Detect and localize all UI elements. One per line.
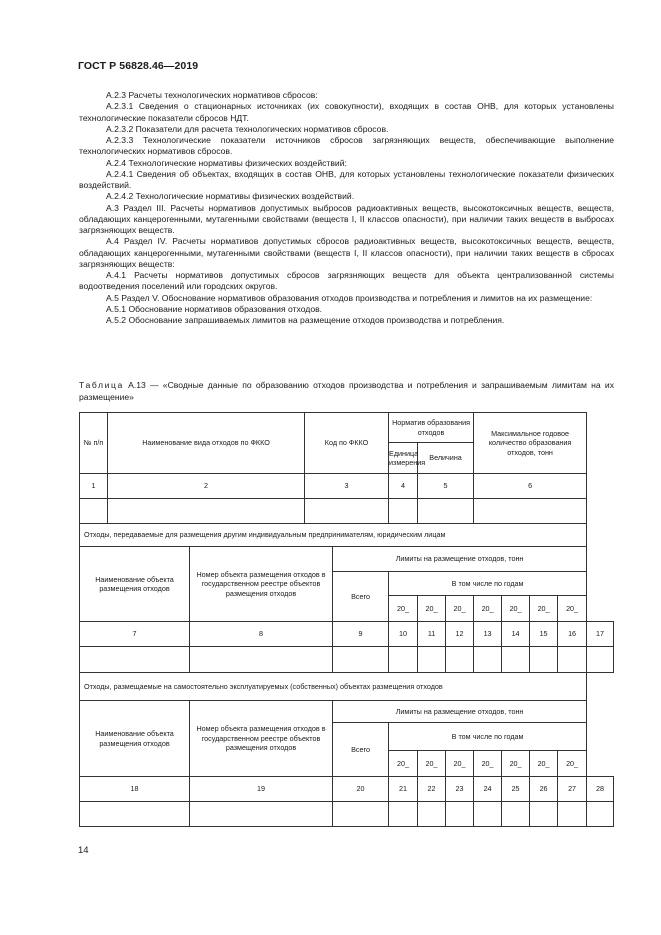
- column-number: 2: [108, 474, 305, 499]
- table-cell: [587, 647, 614, 673]
- col-header-total: Всего: [333, 572, 389, 622]
- table-cell: [474, 802, 502, 827]
- col-header-object-name: Наименование объекта размещения отходов: [80, 701, 190, 777]
- col-header-limits: Лимиты на размещение отходов, тонн: [333, 547, 587, 572]
- body-paragraph: А.2.3.3 Технологические показатели источников сбросов загрязняющих веществ, обеспечивающие выполнение технологических нормативов сбросов.: [79, 135, 614, 157]
- column-number: 27: [558, 777, 587, 802]
- column-number: 16: [558, 622, 587, 647]
- section-header-row: [80, 547, 614, 572]
- section-title-own-objects: Отходы, размещаемые на самостоятельно эксплуатируемых (собственных) объектах размещения отходов: [80, 673, 587, 701]
- column-number: 9: [333, 622, 389, 647]
- year-cell: 20_: [418, 596, 446, 622]
- table-cell: [305, 499, 389, 524]
- table-cell: [389, 647, 418, 673]
- column-number: 4: [389, 474, 418, 499]
- col-header-waste-name: Наименование вида отходов по ФККО: [108, 413, 305, 474]
- col-header-num: № п/п: [80, 413, 108, 474]
- table-cell: [108, 499, 305, 524]
- year-cell: 20_: [558, 751, 587, 777]
- column-number: 14: [502, 622, 530, 647]
- col-header-limits: Лимиты на размещение отходов, тонн: [333, 701, 587, 723]
- column-number: 25: [502, 777, 530, 802]
- table-cell: [418, 802, 446, 827]
- table-cell: [587, 802, 614, 827]
- col-header-object-register: Номер объекта размещения отходов в государственном реестре объектов размещения отходов: [190, 701, 333, 777]
- column-number: 15: [530, 622, 558, 647]
- table-cell: [530, 647, 558, 673]
- col-header-object-register: Номер объекта размещения отходов в государственном реестре объектов размещения отходов: [190, 547, 333, 622]
- column-number: 21: [389, 777, 418, 802]
- table-row: [80, 499, 614, 524]
- column-number: 7: [80, 622, 190, 647]
- table-cell: [474, 647, 502, 673]
- column-number: 11: [418, 622, 446, 647]
- column-number: 19: [190, 777, 333, 802]
- col-header-by-years: В том числе по годам: [389, 723, 587, 751]
- section-header-row: [80, 701, 614, 723]
- table-cell: [446, 802, 474, 827]
- table-cell: [474, 499, 587, 524]
- year-cell: 20_: [530, 596, 558, 622]
- body-paragraph: А.4.1 Расчеты нормативов допустимых сбросов загрязняющих веществ для объекта централизованной системы водоотведения поселений или городских округов.: [79, 270, 614, 292]
- column-number: 26: [530, 777, 558, 802]
- table-caption-label: Таблица: [79, 380, 124, 390]
- year-cell: 20_: [530, 751, 558, 777]
- body-paragraph: А.2.3.2 Показатели для расчета технологических нормативов сбросов.: [106, 123, 389, 134]
- table-cell: [446, 647, 474, 673]
- table-cell: [502, 802, 530, 827]
- table-cell: [558, 647, 587, 673]
- year-cell: 20_: [558, 596, 587, 622]
- year-cell: 20_: [446, 596, 474, 622]
- table-caption: [79, 380, 614, 403]
- column-number: 18: [80, 777, 190, 802]
- page-number: 14: [78, 845, 89, 856]
- table-row: [80, 802, 614, 827]
- column-number: 13: [474, 622, 502, 647]
- document-body: [79, 90, 614, 326]
- table-caption-text: А.13 — «Сводные данные по образованию отходов производства и потребления и запрашиваемым лимитам на их размещение»: [79, 380, 614, 402]
- body-paragraph: А.3 Раздел III. Расчеты нормативов допустимых выбросов радиоактивных веществ, высокотоксичных веществ, веществ, обладающих канцерогенными, мутагенными свойствами (веществ I, II классов опасности), при наличии таких веществ в выбросах загрязняющих веществ.: [79, 202, 614, 235]
- table-cell: [389, 802, 418, 827]
- table-header-row: [80, 413, 614, 443]
- column-numbers-row: [80, 622, 614, 647]
- body-paragraph: А.2.4 Технологические нормативы физических воздействий:: [106, 157, 347, 168]
- column-numbers-row: [80, 777, 614, 802]
- column-number: 22: [418, 777, 446, 802]
- year-cell: 20_: [389, 596, 418, 622]
- section-title-row: [80, 673, 614, 701]
- column-number: 12: [446, 622, 474, 647]
- table-cell: [333, 802, 389, 827]
- table-row: [80, 647, 614, 673]
- body-paragraph: А.5.1 Обоснование нормативов образования отходов.: [106, 303, 323, 314]
- year-cell: 20_: [389, 751, 418, 777]
- column-number: 3: [305, 474, 389, 499]
- col-header-max-annual: Максимальное годовое количество образования отходов, тонн: [474, 413, 587, 474]
- table-cell: [558, 802, 587, 827]
- body-paragraph: А.2.3.1 Сведения о стационарных источниках (их совокупности), входящих в состав ОНВ, для которых установлены технологические показатели сбросов НДТ.: [79, 101, 614, 123]
- table-cell: [389, 499, 418, 524]
- body-paragraph: А.4 Раздел IV. Расчеты нормативов допустимых сбросов радиоактивных веществ, высокотоксичных веществ, веществ, обладающих канцерогенными, мутагенными свойствами (веществ I, II классов опасности), при наличии таких веществ в сбросах загрязняющих веществ:: [79, 236, 614, 269]
- column-number: 1: [80, 474, 108, 499]
- year-cell: 20_: [474, 751, 502, 777]
- waste-summary-table: [79, 412, 614, 827]
- body-paragraph: А.2.3 Расчеты технологических нормативов сбросов:: [106, 90, 318, 100]
- table-cell: [502, 647, 530, 673]
- col-header-norm: Норматив образования отходов: [389, 413, 474, 443]
- column-number: 6: [474, 474, 587, 499]
- column-number: 8: [190, 622, 333, 647]
- section-title-transferred: Отходы, передаваемые для размещения другим индивидуальным предпринимателям, юридическим лицам: [80, 524, 587, 547]
- table-cell: [418, 647, 446, 673]
- col-header-object-name: Наименование объекта размещения отходов: [80, 547, 190, 622]
- column-number: 23: [446, 777, 474, 802]
- table-cell: [530, 802, 558, 827]
- column-number: 28: [587, 777, 614, 802]
- col-header-by-years: В том числе по годам: [389, 572, 587, 596]
- year-cell: 20_: [502, 751, 530, 777]
- col-header-unit: Единица измерения: [389, 443, 418, 474]
- column-number: 5: [418, 474, 474, 499]
- table-cell: [80, 802, 190, 827]
- column-numbers-row: [80, 474, 614, 499]
- col-header-value: Величина: [418, 443, 474, 474]
- col-header-total: Всего: [333, 723, 389, 777]
- table-cell: [190, 647, 333, 673]
- table-cell: [80, 647, 190, 673]
- body-paragraph: А.2.4.2 Технологические нормативы физических воздействий.: [106, 191, 355, 202]
- table-cell: [80, 499, 108, 524]
- body-paragraph: А.2.4.1 Сведения об объектах, входящих в состав ОНВ, для которых установлены технологические показатели физических воздействий.: [79, 168, 614, 190]
- body-paragraph: А.5 Раздел V. Обоснование нормативов образования отходов производства и потребления и лимитов на их размещение:: [106, 292, 593, 303]
- column-number: 24: [474, 777, 502, 802]
- year-cell: 20_: [446, 751, 474, 777]
- section-title-row: [80, 524, 614, 547]
- column-number: 20: [333, 777, 389, 802]
- col-header-fkko-code: Код по ФККО: [305, 413, 389, 474]
- column-number: 10: [389, 622, 418, 647]
- year-cell: 20_: [502, 596, 530, 622]
- table-cell: [418, 499, 474, 524]
- table-cell: [333, 647, 389, 673]
- column-number: 17: [587, 622, 614, 647]
- body-paragraph: А.5.2 Обоснование запрашиваемых лимитов на размещение отходов производства и потребления.: [106, 315, 505, 325]
- table-cell: [190, 802, 333, 827]
- year-cell: 20_: [474, 596, 502, 622]
- document-code: ГОСТ Р 56828.46—2019: [78, 60, 199, 72]
- year-cell: 20_: [418, 751, 446, 777]
